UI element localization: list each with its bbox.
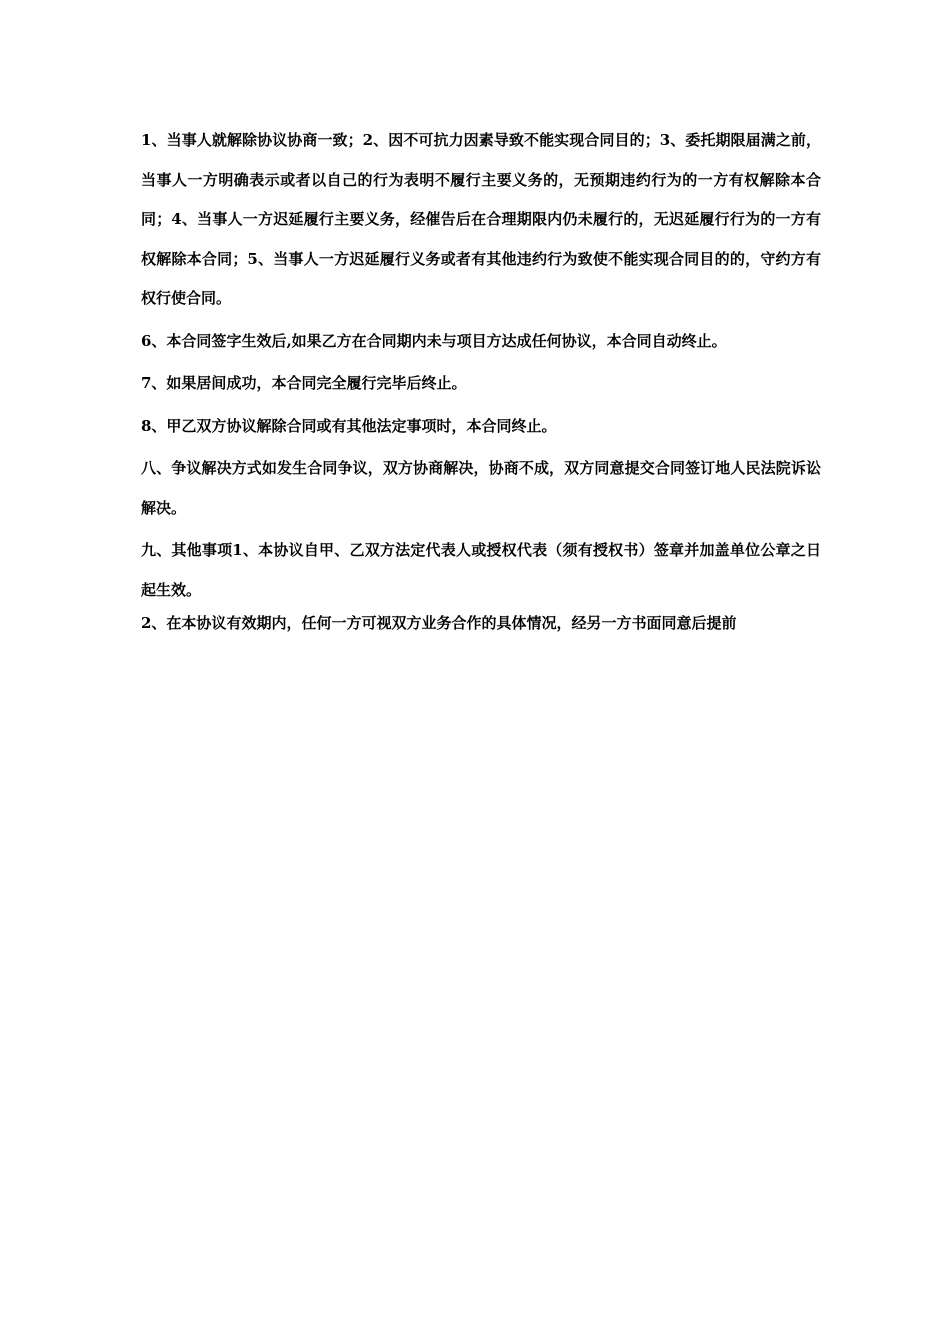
paragraph-clause-6: 6、本合同签字生效后,如果乙方在合同期内未与项目方达成任何协议，本合同自动终止。 [141,331,727,350]
paragraph-termination-conditions: 1、当事人就解除协议协商一致；2、因不可抗力因素导致不能实现合同目的；3、委托期限届满之前，当事人一方明确表示或者以自己的行为表明不履行主要义务的，无预期违约行为的一方有权解除本合同；4、当事人一方迟延履行主要义务，经催告后在合理期限内仍未履行的，无迟延履行行为的一方有权解除本合同；5、当事人一方迟延履行义务或者有其他违约行为致使不能实现合同目的的，守约方有权行使合同。 [141,131,821,307]
paragraph-section-8-dispute: 八、争议解决方式如发生合同争议，双方协商解决，协商不成，双方同意提交合同签订地人民法院诉讼解决。 [141,459,821,517]
paragraph-clause-8: 8、甲乙双方协议解除合同或有其他法定事项时，本合同终止。 [141,416,557,435]
paragraph-section-9-item-2: 2、在本协议有效期内，任何一方可视双方业务合作的具体情况，经另一方书面同意后提前 [141,614,737,632]
paragraph-section-9-other: 九、其他事项1、本协议自甲、乙双方法定代表人或授权代表（须有授权书）签章并加盖单位公章之日起生效。 [141,541,821,599]
document-body [141,121,821,644]
paragraph-clause-7: 7、如果居间成功，本合同完全履行完毕后终止。 [141,374,467,392]
